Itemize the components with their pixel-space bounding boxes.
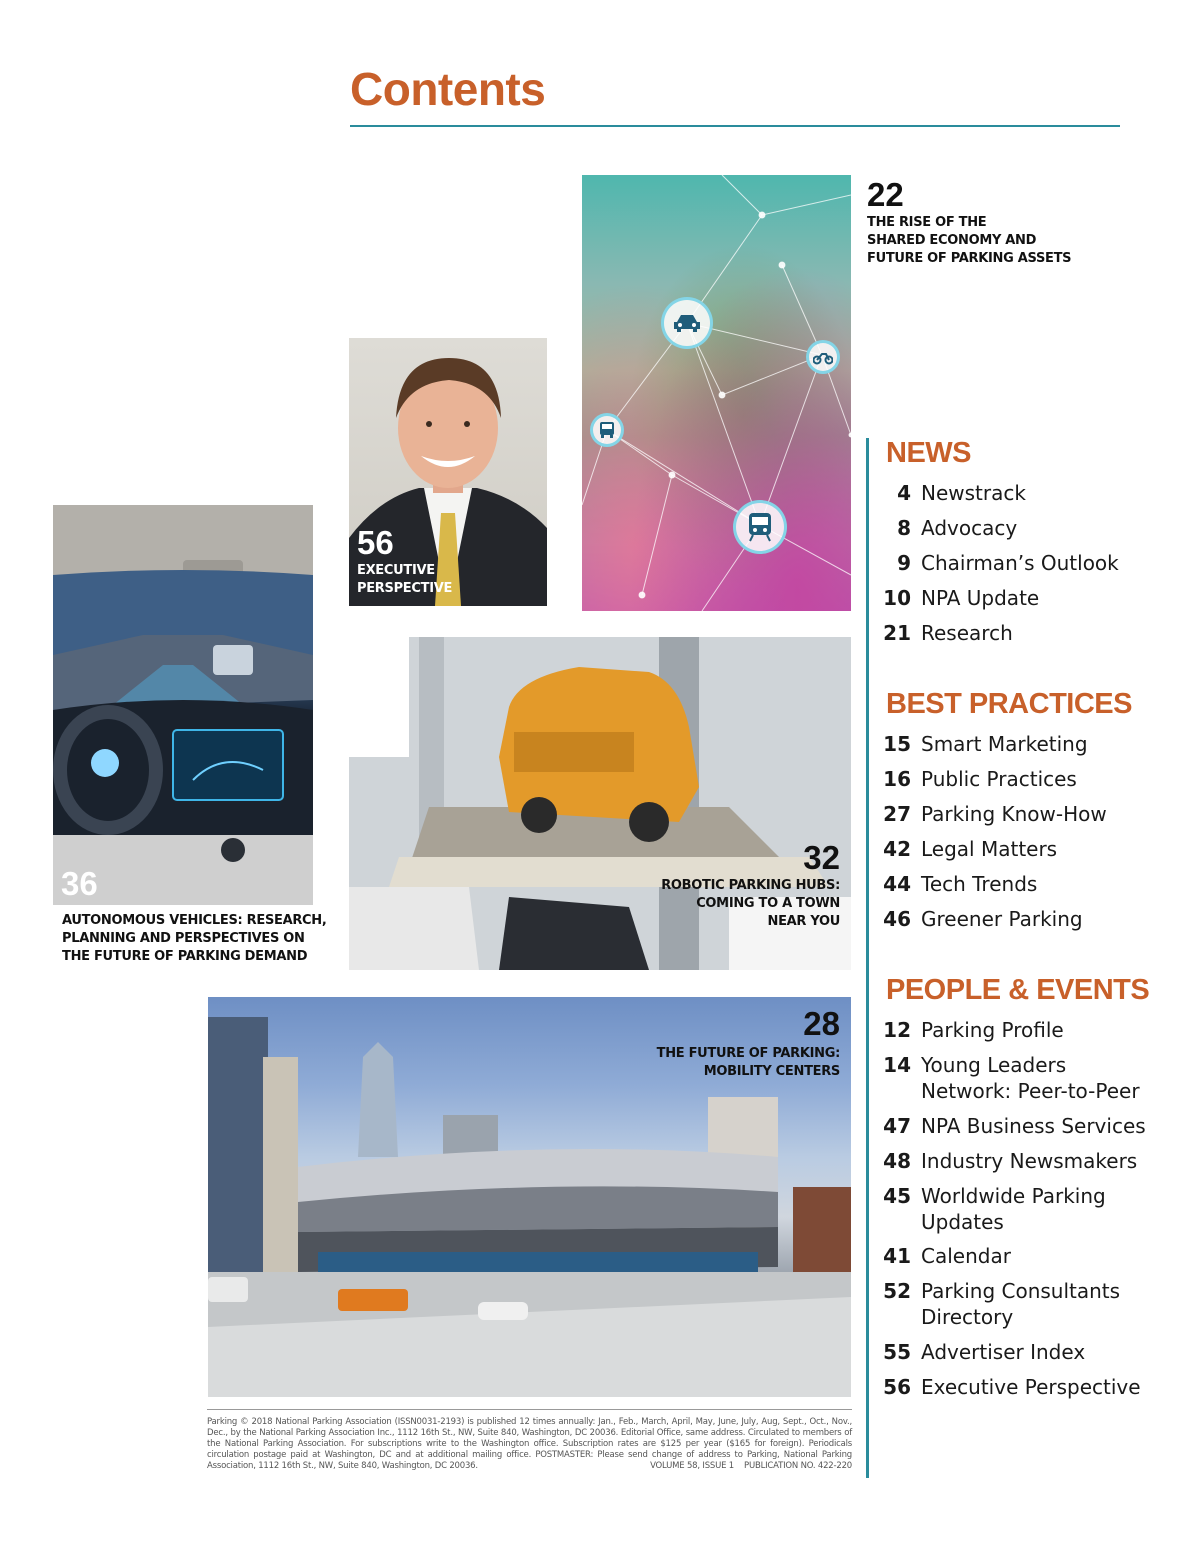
- toc-page-number: 4: [897, 481, 911, 505]
- toc-item[interactable]: [878, 480, 1178, 506]
- bus-icon: [590, 413, 624, 447]
- mobility-center-image[interactable]: [208, 997, 851, 1397]
- feature-28-page-number: 28: [803, 1005, 840, 1042]
- section-title-people-events: PEOPLE & EVENTS: [886, 974, 1150, 1006]
- toc-label: Parking Profile: [921, 1018, 1064, 1042]
- feature-36-page-number: 36: [61, 865, 98, 902]
- toc-page-number: 48: [883, 1149, 911, 1173]
- feature-22-page-number: 22: [867, 176, 904, 213]
- toc-item[interactable]: [878, 766, 1178, 792]
- toc-page-number: 21: [883, 621, 911, 645]
- toc-item[interactable]: [878, 1183, 1178, 1235]
- toc-page-number: 47: [883, 1114, 911, 1138]
- toc-item[interactable]: [878, 836, 1178, 862]
- toc-item[interactable]: [878, 1017, 1178, 1043]
- toc-item[interactable]: [878, 1052, 1168, 1104]
- feature-56-page-number: 56: [357, 524, 394, 561]
- toc-item[interactable]: [878, 1148, 1178, 1174]
- feature-36-title-line: AUTONOMOUS VEHICLES: RESEARCH,: [62, 913, 327, 928]
- toc-page-number: 52: [883, 1279, 911, 1303]
- toc-label: Industry Newsmakers: [921, 1149, 1138, 1173]
- toc-item[interactable]: [878, 550, 1178, 576]
- toc-page-number: 10: [883, 586, 911, 610]
- toc-item[interactable]: [878, 1243, 1178, 1269]
- feature-22-title-line: THE RISE OF THE: [867, 215, 987, 230]
- toc-item[interactable]: [878, 801, 1178, 827]
- title-divider: [350, 125, 1120, 127]
- toc-item[interactable]: [878, 1278, 1178, 1330]
- toc-page-number: 41: [883, 1244, 911, 1268]
- section-title-news: NEWS: [886, 437, 971, 469]
- section-title-best-practices: BEST PRACTICES: [886, 688, 1132, 720]
- feature-28-title: [657, 1045, 840, 1081]
- toc-label: Chairman’s Outlook: [921, 551, 1119, 575]
- robotic-parking-image[interactable]: [349, 637, 851, 970]
- publication-notice: [207, 1417, 852, 1472]
- toc-label: Newstrack: [921, 481, 1026, 505]
- toc-divider: [866, 438, 869, 1478]
- car-interior-graphic: [53, 505, 313, 905]
- publication-number: PUBLICATION NO. 422-220: [744, 1461, 852, 1471]
- feature-36-title-line: THE FUTURE OF PARKING DEMAND: [62, 949, 308, 964]
- toc-page-number: 46: [883, 907, 911, 931]
- toc-label: NPA Update: [921, 586, 1040, 610]
- executive-portrait-image[interactable]: [349, 338, 547, 606]
- toc-label: Tech Trends: [921, 872, 1038, 896]
- volume-issue: VOLUME 58, ISSUE 1: [650, 1461, 734, 1471]
- toc-page-number: 15: [883, 732, 911, 756]
- page-title: Contents: [350, 63, 546, 115]
- toc-item[interactable]: [878, 1113, 1178, 1139]
- toc-label: Parking Know-How: [921, 802, 1107, 826]
- toc-item[interactable]: [878, 515, 1178, 541]
- feature-56-title-line: PERSPECTIVE: [357, 581, 453, 596]
- toc-label: Young Leaders Network: Peer-to-Peer: [921, 1053, 1140, 1103]
- toc-label: Advocacy: [921, 516, 1018, 540]
- toc-page-number: 9: [897, 551, 911, 575]
- feature-32-title-line: NEAR YOU: [767, 914, 840, 929]
- feature-36-title-line: PLANNING AND PERSPECTIVES ON: [62, 931, 305, 946]
- toc-label: Worldwide Parking Updates: [921, 1184, 1106, 1234]
- car-icon: [661, 297, 713, 349]
- feature-28-title-line: THE FUTURE OF PARKING:: [656, 1046, 840, 1061]
- toc-page-number: 12: [883, 1018, 911, 1042]
- toc-item[interactable]: [878, 1339, 1178, 1365]
- feature-22-title-line: FUTURE OF PARKING ASSETS: [867, 251, 1072, 266]
- motorcycle-icon: [806, 340, 840, 374]
- toc-page-number: 14: [883, 1053, 911, 1077]
- toc-item[interactable]: [878, 906, 1178, 932]
- toc-item[interactable]: [878, 620, 1178, 646]
- toc-label: Parking Consultants Directory: [921, 1279, 1121, 1329]
- feature-32-page-number: 32: [803, 839, 840, 876]
- toc-label: Public Practices: [921, 767, 1077, 791]
- feature-32-title-line: ROBOTIC PARKING HUBS:: [661, 878, 840, 893]
- footer-divider: [207, 1409, 852, 1410]
- publication-volume-info: [650, 1461, 852, 1472]
- toc-label: Legal Matters: [921, 837, 1058, 861]
- toc-page-number: 8: [897, 516, 911, 540]
- toc-page-number: 45: [883, 1184, 911, 1208]
- feature-56-title-line: EXECUTIVE: [357, 563, 435, 578]
- feature-32-title-line: COMING TO A TOWN: [696, 896, 840, 911]
- toc-page-number: 55: [883, 1340, 911, 1364]
- shared-economy-image[interactable]: [582, 175, 851, 611]
- autonomous-vehicle-image[interactable]: [53, 505, 313, 905]
- toc-page-number: 27: [883, 802, 911, 826]
- feature-32-title: [661, 877, 840, 931]
- toc-item[interactable]: [878, 585, 1178, 611]
- feature-22-title[interactable]: [867, 214, 1071, 268]
- toc-item[interactable]: [878, 871, 1178, 897]
- toc-label: Executive Perspective: [921, 1375, 1141, 1399]
- toc-item[interactable]: [878, 731, 1178, 757]
- network-lines-graphic: [582, 175, 851, 611]
- toc-label: Advertiser Index: [921, 1340, 1086, 1364]
- toc-label: Smart Marketing: [921, 732, 1088, 756]
- toc-page-number: 16: [883, 767, 911, 791]
- toc-page-number: 44: [883, 872, 911, 896]
- publication-notice-text: Parking © 2018 National Parking Association (ISSN0031-2193) is published 12 times annually: Jan., Feb., March, April, May, June, July, Aug, Sept., Oct., Nov., Dec., by the National Parking Association Inc., 1112 16th St., NW, Suite 840, Washington, DC 20036. Editorial Office, same address. Circulated to members of the National Parking Association. For subscriptions write to the Washington office. Subscription rates are $125 per year ($165 for foreign). Periodicals circulation postage paid at Washington, DC and at additional mailing office. POSTMASTER: Please send change of address to Parking, National Parking Association, 1112 16th St., NW, Suite 840, Washington, DC 20036.: [207, 1417, 852, 1471]
- toc-label: NPA Business Services: [921, 1114, 1146, 1138]
- feature-28-title-line: MOBILITY CENTERS: [703, 1064, 840, 1079]
- feature-36-title[interactable]: [62, 912, 327, 966]
- feature-22-title-line: SHARED ECONOMY AND: [867, 233, 1037, 248]
- feature-56-title: [357, 562, 452, 598]
- toc-page-number: 56: [883, 1375, 911, 1399]
- toc-item[interactable]: [878, 1374, 1178, 1400]
- toc-page-number: 42: [883, 837, 911, 861]
- toc-label: Calendar: [921, 1244, 1011, 1268]
- toc-label: Research: [921, 621, 1013, 645]
- toc-label: Greener Parking: [921, 907, 1083, 931]
- train-icon: [733, 500, 787, 554]
